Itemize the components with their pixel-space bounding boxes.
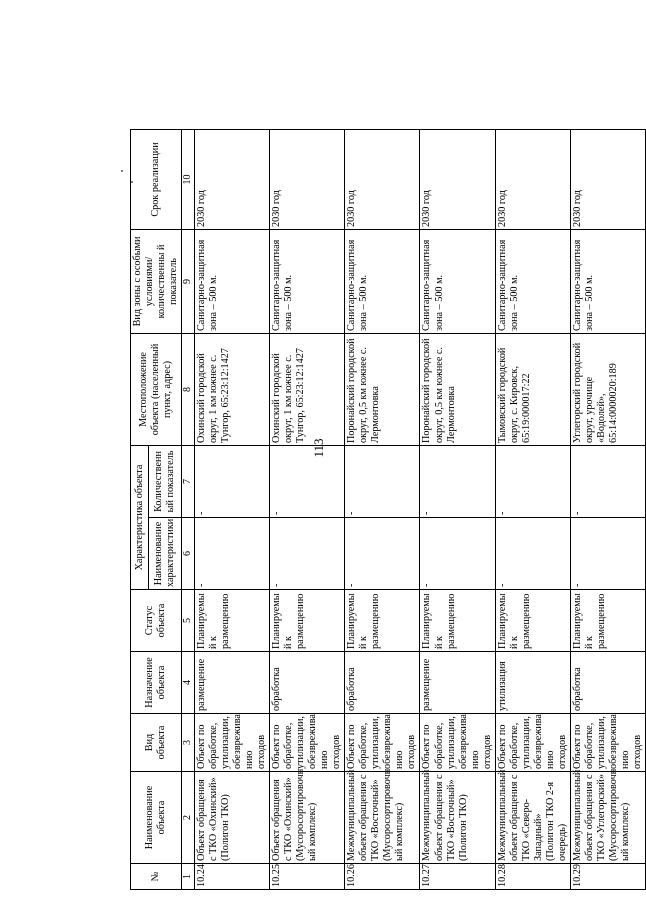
cell-char-name: - <box>495 518 570 590</box>
cell-purpose: обработка <box>345 652 420 714</box>
cell-purpose: обработка <box>570 652 645 714</box>
column-number: 10 <box>182 129 195 229</box>
cell-char-name: - <box>420 518 495 590</box>
header-status: Статус объекта <box>131 590 182 652</box>
cell-term: 2030 год <box>570 129 645 229</box>
cell-term: 2030 год <box>270 129 345 229</box>
table-row <box>270 129 345 889</box>
cell-kind: Объект по обработке, утилизации, обезврежива нию отходов <box>270 714 345 772</box>
cell-zone: Санитарно-защитная зона – 500 м. <box>194 229 269 333</box>
header-location: Местоположение объекта (населенный пункт, адрес) <box>131 333 182 445</box>
cell-no: 10.29 <box>570 864 645 890</box>
cell-name: Объект обращения с ТКО «Охинский» (Мусоросортировочн ый комплекс) <box>270 772 345 864</box>
header-term: Срок реализации <box>131 129 182 229</box>
header-char-name: Наименование характеристики <box>149 518 182 590</box>
cell-char-qty: - <box>345 445 420 517</box>
page-number: 113 <box>311 438 326 458</box>
cell-no: 10.25 <box>270 864 345 890</box>
column-number: 9 <box>182 229 195 333</box>
cell-kind: Объект по обработке, утилизации, обезврежива нию отходов <box>420 714 495 772</box>
cell-zone: Санитарно-защитная зона – 500 м. <box>270 229 345 333</box>
cell-name: Межмуниципальный объект обращения с ТКО «Восточный» (Мусоросортировочн ый комплекс) <box>345 772 420 864</box>
cell-location: Охинский городской округ, 1 км южнее с. Тунгор, 65:23:12:1427 <box>270 333 345 445</box>
cell-zone: Санитарно-защитная зона – 500 м. <box>420 229 495 333</box>
table-row <box>570 129 645 889</box>
cell-location: Углегорский городской округ, урочище «Водолей», 65:14:0000020:189 <box>570 333 645 445</box>
column-number: 2 <box>182 772 195 864</box>
cell-no: 10.27 <box>420 864 495 890</box>
cell-char-qty: - <box>194 445 269 517</box>
column-number: 3 <box>182 714 195 772</box>
cell-kind: Объект по обработке, утилизации, обезврежива нию отходов <box>345 714 420 772</box>
cell-kind: Объект по обработке, утилизации, обезврежива нию отходов <box>194 714 269 772</box>
cell-term: 2030 год <box>420 129 495 229</box>
cell-location: Поронайский городской округ, 0,5 км южнее с. Лермонтовка <box>345 333 420 445</box>
cell-status: Планируемы й к размещению <box>420 590 495 652</box>
header-zone: Вид зоны с особыми условиями/ количественны й показатель <box>131 229 182 333</box>
cell-location: Охинский городской округ, 1 км южнее с. Тунгор, 65:23:12:1427 <box>194 333 269 445</box>
column-numbers-row <box>182 129 195 889</box>
header-row <box>131 129 149 889</box>
cell-location: Тымовский городской округ, с. Кировск, 65:19:000017:22 <box>495 333 570 445</box>
cell-purpose: размещение <box>420 652 495 714</box>
cell-char-qty: - <box>420 445 495 517</box>
column-number: 1 <box>182 864 195 890</box>
cell-status: Планируемы й к размещению <box>270 590 345 652</box>
column-number: 6 <box>182 518 195 590</box>
cell-char-name: - <box>270 518 345 590</box>
cell-term: 2030 год <box>345 129 420 229</box>
header-no: № <box>131 864 182 890</box>
table-row <box>194 129 269 889</box>
header-kind: Вид объекта <box>131 714 182 772</box>
cell-status: Планируемы й к размещению <box>570 590 645 652</box>
cell-kind: Объект по обработке, утилизации, обезврежива нию отходов <box>570 714 645 772</box>
cell-name: Межмуниципальный объект обращения с ТКО «Углегорский» (Мусоросортировочн ый комплекс) <box>570 772 645 864</box>
cell-purpose: размещение <box>194 652 269 714</box>
cell-no: 10.24 <box>194 864 269 890</box>
column-number: 7 <box>182 445 195 517</box>
cell-zone: Санитарно-защитная зона – 500 м. <box>495 229 570 333</box>
table-row <box>345 129 420 889</box>
column-number: 8 <box>182 333 195 445</box>
cell-zone: Санитарно-защитная зона – 500 м. <box>570 229 645 333</box>
cell-char-qty: - <box>570 445 645 517</box>
header-characteristics: Характеристика объекта <box>131 445 149 589</box>
cell-char-name: - <box>345 518 420 590</box>
cell-char-name: - <box>570 518 645 590</box>
cell-char-qty: - <box>270 445 345 517</box>
cell-char-qty: - <box>495 445 570 517</box>
column-number: 4 <box>182 652 195 714</box>
cell-zone: Санитарно-защитная зона – 500 м. <box>345 229 420 333</box>
objects-table <box>130 129 646 890</box>
table-row <box>420 129 495 889</box>
cell-term: 2030 год <box>495 129 570 229</box>
cell-name: Объект обращения с ТКО «Охинский» (Полигон ТКО) <box>194 772 269 864</box>
cell-location: Поронайский городской округ, 0,5 км южнее с. Лермонтовка <box>420 333 495 445</box>
cell-name: Межмуниципальный объект обращения с ТКО «Северо-Западный» (Полигон ТКО 2-я очередь) <box>495 772 570 864</box>
cell-status: Планируемы й к размещению <box>345 590 420 652</box>
cell-status: Планируемы й к размещению <box>194 590 269 652</box>
scan-speck <box>121 170 123 172</box>
cell-no: 10.28 <box>495 864 570 890</box>
scan-speck <box>131 181 133 183</box>
document-table-wrapper <box>130 130 644 890</box>
header-name: Наименование объекта <box>131 772 182 864</box>
header-purpose: Назначение объекта <box>131 652 182 714</box>
column-number: 5 <box>182 590 195 652</box>
cell-char-name: - <box>194 518 269 590</box>
header-char-qty: Количественн ый показатель <box>149 445 182 517</box>
cell-kind: Объект по обработке, утилизации, обезврежива нию отходов <box>495 714 570 772</box>
cell-name: Межмуниципальный объект обращения с ТКО «Восточный» (Полигон ТКО) <box>420 772 495 864</box>
cell-status: Планируемы й к размещению <box>495 590 570 652</box>
cell-no: 10.26 <box>345 864 420 890</box>
cell-purpose: утилизация <box>495 652 570 714</box>
table-row <box>495 129 570 889</box>
cell-purpose: обработка <box>270 652 345 714</box>
cell-term: 2030 год <box>194 129 269 229</box>
